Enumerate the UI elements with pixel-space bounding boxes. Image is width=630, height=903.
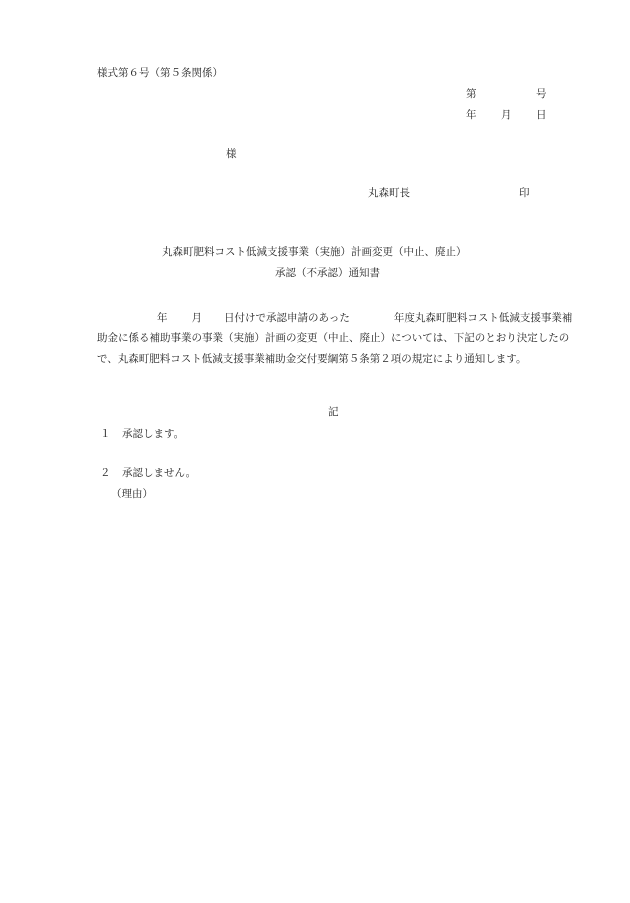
item-2-number: ２ — [100, 467, 111, 479]
doc-date-year: 年 — [466, 109, 477, 121]
notice-body — [97, 308, 582, 369]
title-line-1: 丸森町肥料コスト低減支援事業（実施）計画変更（中止、廃止） — [162, 246, 467, 258]
addressee-suffix: 様 — [226, 148, 237, 160]
issuer-seal: 印 — [519, 187, 530, 199]
doc-date-day: 日 — [536, 109, 547, 121]
doc-number-prefix: 第 — [466, 88, 477, 100]
doc-number-suffix: 号 — [536, 88, 547, 100]
form-number: 様式第６号（第５条関係） — [97, 67, 223, 79]
body-year: 年 — [157, 312, 168, 324]
doc-date-month: 月 — [501, 109, 512, 121]
item-1-text: 承認します。 — [122, 428, 185, 440]
item-2-text: 承認しません。 — [122, 467, 197, 479]
body-month: 月 — [191, 312, 202, 324]
title-line-2: 承認（不承認）通知書 — [275, 267, 380, 279]
item-1-number: １ — [100, 428, 111, 440]
body-rest: 年度丸森町肥料コスト低減支援事業補助金に係る補助事業の事業（実施）計画の変更（中止、廃止）については、下記のとおり決定したので、丸森町肥料コスト低減支援事業補助金交付要綱第５条第２項の規定により通知します。 — [97, 312, 573, 365]
issuer-title: 丸森町長 — [368, 187, 410, 199]
ki-heading: 記 — [328, 406, 339, 418]
reason-label: （理由） — [111, 488, 153, 500]
body-day-text: 日付けで承認申請のあった — [224, 312, 350, 324]
